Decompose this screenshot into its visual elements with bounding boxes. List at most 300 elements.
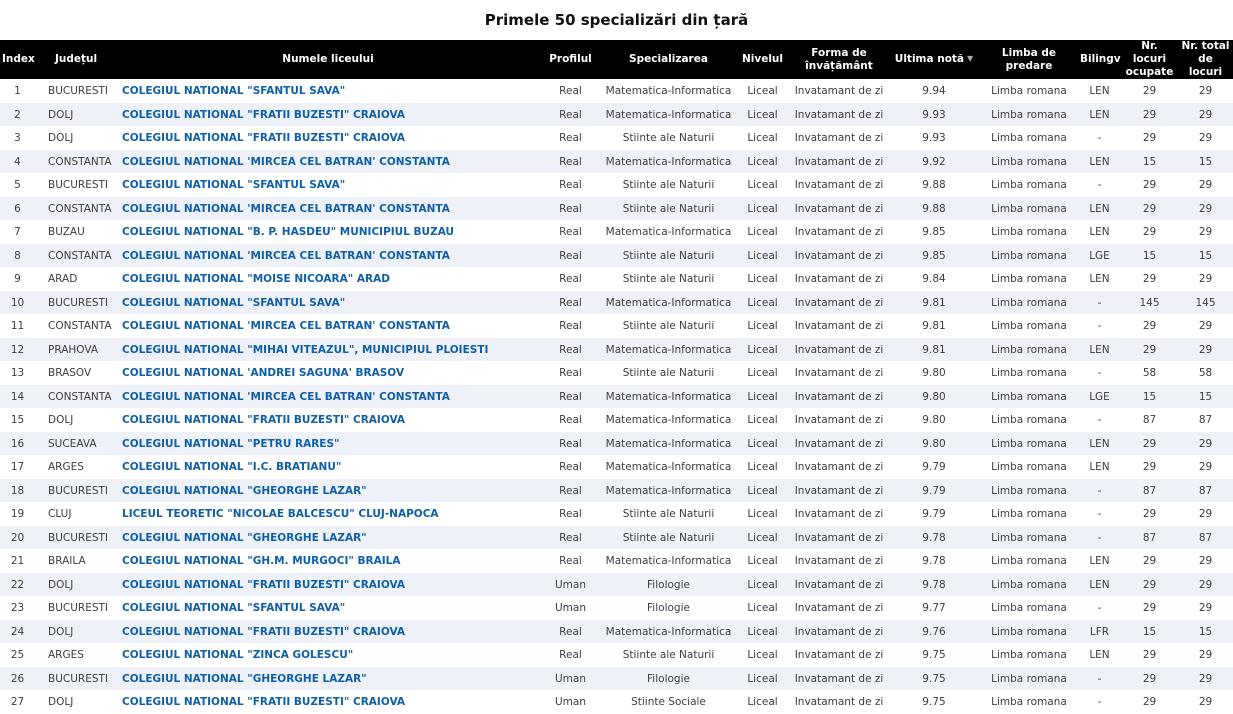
cell-ultima-nota: 9.80: [888, 361, 980, 385]
cell-total-locuri: 15: [1178, 620, 1233, 644]
page-title: Primele 50 specializări din țară: [484, 11, 749, 29]
cell-bilingv: -: [1078, 291, 1121, 315]
cell-total-locuri: 15: [1178, 385, 1233, 409]
cell-limba: Limba romana: [980, 455, 1078, 479]
table-row: [0, 596, 1233, 620]
table-row: [0, 126, 1233, 150]
cell-nivel: Liceal: [735, 502, 790, 526]
school-link[interactable]: COLEGIUL NATIONAL "FRATII BUZESTI" CRAIOVA: [122, 625, 405, 638]
cell-profil: Real: [539, 361, 602, 385]
school-link[interactable]: COLEGIUL NATIONAL "FRATII BUZESTI" CRAIOVA: [122, 132, 405, 145]
cell-nivel: Liceal: [735, 338, 790, 362]
cell-profil: Real: [539, 173, 602, 197]
cell-locuri-ocupate: 29: [1121, 220, 1178, 244]
table-row: [0, 338, 1233, 362]
school-link[interactable]: COLEGIUL NATIONAL "I.C. BRATIANU": [122, 461, 342, 474]
cell-nivel: Liceal: [735, 432, 790, 456]
cell-nivel: Liceal: [735, 126, 790, 150]
cell-judet: CLUJ: [35, 502, 117, 526]
cell-limba: Limba romana: [980, 620, 1078, 644]
table-row: [0, 479, 1233, 503]
col-header-forma[interactable]: Forma de învățământ: [790, 40, 888, 79]
col-header-judet[interactable]: Județul: [35, 40, 117, 79]
cell-limba: Limba romana: [980, 573, 1078, 597]
cell-bilingv: LEN: [1078, 455, 1121, 479]
cell-index: 25: [0, 643, 35, 667]
cell-bilingv: -: [1078, 314, 1121, 338]
table-row: [0, 667, 1233, 691]
school-link[interactable]: COLEGIUL NATIONAL "GHEORGHE LAZAR": [122, 484, 367, 497]
cell-limba: Limba romana: [980, 267, 1078, 291]
school-link[interactable]: COLEGIUL NATIONAL "MOISE NICOARA" ARAD: [122, 273, 390, 286]
cell-nume-liceu: [117, 361, 539, 385]
cell-bilingv: LEN: [1078, 432, 1121, 456]
cell-nivel: Liceal: [735, 150, 790, 174]
cell-nivel: Liceal: [735, 455, 790, 479]
cell-index: 3: [0, 126, 35, 150]
col-header-specializare[interactable]: Specializarea: [602, 40, 735, 79]
cell-ultima-nota: 9.78: [888, 526, 980, 550]
table-row: [0, 173, 1233, 197]
cell-limba: Limba romana: [980, 408, 1078, 432]
cell-locuri-ocupate: 15: [1121, 620, 1178, 644]
cell-index: 15: [0, 408, 35, 432]
cell-forma: Invatamant de zi: [790, 197, 888, 221]
cell-locuri-ocupate: 87: [1121, 479, 1178, 503]
school-link[interactable]: LICEUL TEORETIC "NICOLAE BALCESCU" CLUJ-NAPOCA: [122, 508, 439, 521]
cell-profil: Uman: [539, 573, 602, 597]
cell-judet: BUCURESTI: [35, 79, 117, 103]
cell-limba: Limba romana: [980, 361, 1078, 385]
cell-limba: Limba romana: [980, 150, 1078, 174]
cell-nume-liceu: [117, 244, 539, 268]
cell-forma: Invatamant de zi: [790, 549, 888, 573]
cell-total-locuri: 29: [1178, 173, 1233, 197]
cell-bilingv: LEN: [1078, 549, 1121, 573]
cell-total-locuri: 29: [1178, 267, 1233, 291]
cell-index: 11: [0, 314, 35, 338]
cell-judet: DOLJ: [35, 620, 117, 644]
cell-nivel: Liceal: [735, 643, 790, 667]
cell-judet: DOLJ: [35, 408, 117, 432]
cell-index: 12: [0, 338, 35, 362]
cell-forma: Invatamant de zi: [790, 432, 888, 456]
cell-index: 6: [0, 197, 35, 221]
cell-total-locuri: 58: [1178, 361, 1233, 385]
table-row: [0, 526, 1233, 550]
cell-limba: Limba romana: [980, 197, 1078, 221]
cell-ultima-nota: 9.80: [888, 385, 980, 409]
col-header-ultima-nota[interactable]: [888, 40, 980, 79]
cell-locuri-ocupate: 58: [1121, 361, 1178, 385]
cell-bilingv: -: [1078, 361, 1121, 385]
cell-nume-liceu: [117, 526, 539, 550]
cell-forma: Invatamant de zi: [790, 526, 888, 550]
cell-forma: Invatamant de zi: [790, 126, 888, 150]
cell-specializare: Stiinte ale Naturii: [602, 361, 735, 385]
school-link[interactable]: COLEGIUL NATIONAL "FRATII BUZESTI" CRAIOVA: [122, 108, 405, 121]
cell-ultima-nota: 9.85: [888, 244, 980, 268]
table-row: [0, 244, 1233, 268]
cell-locuri-ocupate: 29: [1121, 126, 1178, 150]
cell-nume-liceu: [117, 103, 539, 127]
cell-profil: Real: [539, 197, 602, 221]
cell-ultima-nota: 9.79: [888, 502, 980, 526]
cell-nume-liceu: [117, 573, 539, 597]
cell-nivel: Liceal: [735, 220, 790, 244]
cell-nivel: Liceal: [735, 314, 790, 338]
cell-nume-liceu: [117, 643, 539, 667]
cell-ultima-nota: 9.94: [888, 79, 980, 103]
cell-forma: Invatamant de zi: [790, 314, 888, 338]
cell-judet: ARGES: [35, 455, 117, 479]
cell-ultima-nota: 9.81: [888, 314, 980, 338]
cell-profil: Real: [539, 643, 602, 667]
cell-locuri-ocupate: 29: [1121, 596, 1178, 620]
cell-judet: CONSTANTA: [35, 197, 117, 221]
cell-index: 7: [0, 220, 35, 244]
cell-bilingv: LGE: [1078, 244, 1121, 268]
cell-nivel: Liceal: [735, 361, 790, 385]
cell-bilingv: LEN: [1078, 197, 1121, 221]
cell-locuri-ocupate: 29: [1121, 314, 1178, 338]
table-row: [0, 197, 1233, 221]
cell-specializare: Stiinte ale Naturii: [602, 643, 735, 667]
cell-total-locuri: 29: [1178, 220, 1233, 244]
cell-specializare: Matematica-Informatica: [602, 479, 735, 503]
cell-profil: Real: [539, 549, 602, 573]
cell-nivel: Liceal: [735, 173, 790, 197]
cell-specializare: Stiinte ale Naturii: [602, 244, 735, 268]
cell-forma: Invatamant de zi: [790, 408, 888, 432]
table-row: [0, 361, 1233, 385]
col-header-locuri-ocupate[interactable]: Nr. locuri ocupate: [1121, 40, 1178, 79]
table-row: [0, 103, 1233, 127]
cell-specializare: Filologie: [602, 573, 735, 597]
table-row: [0, 291, 1233, 315]
cell-total-locuri: 29: [1178, 103, 1233, 127]
cell-specializare: Stiinte ale Naturii: [602, 197, 735, 221]
cell-nume-liceu: [117, 220, 539, 244]
cell-limba: Limba romana: [980, 291, 1078, 315]
cell-forma: Invatamant de zi: [790, 173, 888, 197]
cell-locuri-ocupate: 29: [1121, 549, 1178, 573]
cell-total-locuri: 145: [1178, 291, 1233, 315]
cell-nume-liceu: [117, 267, 539, 291]
cell-bilingv: LEN: [1078, 338, 1121, 362]
cell-specializare: Stiinte ale Naturii: [602, 502, 735, 526]
cell-nivel: Liceal: [735, 408, 790, 432]
school-link[interactable]: COLEGIUL NATIONAL 'MIRCEA CEL BATRAN' CONSTANTA: [122, 249, 450, 262]
cell-ultima-nota: 9.79: [888, 455, 980, 479]
cell-total-locuri: 29: [1178, 690, 1233, 714]
school-link[interactable]: COLEGIUL NATIONAL 'MIRCEA CEL BATRAN' CONSTANTA: [122, 202, 450, 215]
cell-total-locuri: 87: [1178, 479, 1233, 503]
cell-judet: DOLJ: [35, 690, 117, 714]
cell-total-locuri: 29: [1178, 573, 1233, 597]
cell-nivel: Liceal: [735, 573, 790, 597]
cell-judet: CONSTANTA: [35, 314, 117, 338]
cell-nume-liceu: [117, 667, 539, 691]
cell-specializare: Matematica-Informatica: [602, 385, 735, 409]
cell-nume-liceu: [117, 432, 539, 456]
cell-limba: Limba romana: [980, 103, 1078, 127]
cell-index: 9: [0, 267, 35, 291]
sort-desc-icon: ▼: [967, 54, 974, 64]
school-link[interactable]: COLEGIUL NATIONAL "SFANTUL SAVA": [122, 296, 346, 309]
school-link[interactable]: COLEGIUL NATIONAL "FRATII BUZESTI" CRAIOVA: [122, 414, 405, 427]
cell-locuri-ocupate: 145: [1121, 291, 1178, 315]
cell-locuri-ocupate: 29: [1121, 103, 1178, 127]
cell-locuri-ocupate: 15: [1121, 150, 1178, 174]
cell-specializare: Stiinte ale Naturii: [602, 126, 735, 150]
cell-locuri-ocupate: 29: [1121, 79, 1178, 103]
table-row: [0, 150, 1233, 174]
cell-profil: Real: [539, 150, 602, 174]
table-row: [0, 79, 1233, 103]
cell-locuri-ocupate: 87: [1121, 408, 1178, 432]
cell-nivel: Liceal: [735, 549, 790, 573]
cell-index: 26: [0, 667, 35, 691]
cell-index: 21: [0, 549, 35, 573]
cell-bilingv: -: [1078, 126, 1121, 150]
cell-nume-liceu: [117, 126, 539, 150]
cell-profil: Uman: [539, 690, 602, 714]
cell-total-locuri: 29: [1178, 455, 1233, 479]
school-link[interactable]: COLEGIUL NATIONAL "SFANTUL SAVA": [122, 85, 346, 98]
cell-specializare: Stiinte ale Naturii: [602, 314, 735, 338]
cell-total-locuri: 87: [1178, 408, 1233, 432]
cell-locuri-ocupate: 29: [1121, 643, 1178, 667]
cell-judet: DOLJ: [35, 103, 117, 127]
cell-ultima-nota: 9.93: [888, 126, 980, 150]
cell-index: 13: [0, 361, 35, 385]
cell-ultima-nota: 9.79: [888, 479, 980, 503]
cell-nume-liceu: [117, 338, 539, 362]
cell-locuri-ocupate: 29: [1121, 432, 1178, 456]
cell-forma: Invatamant de zi: [790, 479, 888, 503]
cell-nume-liceu: [117, 197, 539, 221]
cell-total-locuri: 29: [1178, 549, 1233, 573]
col-header-limba[interactable]: Limba de predare: [980, 40, 1078, 79]
cell-limba: Limba romana: [980, 479, 1078, 503]
cell-forma: Invatamant de zi: [790, 361, 888, 385]
cell-specializare: Matematica-Informatica: [602, 338, 735, 362]
school-link[interactable]: COLEGIUL NATIONAL 'ANDREI SAGUNA' BRASOV: [122, 367, 405, 380]
table-row: [0, 267, 1233, 291]
cell-nivel: Liceal: [735, 385, 790, 409]
cell-specializare: Stiinte ale Naturii: [602, 267, 735, 291]
cell-ultima-nota: 9.77: [888, 596, 980, 620]
cell-judet: CONSTANTA: [35, 150, 117, 174]
cell-nivel: Liceal: [735, 103, 790, 127]
cell-index: 14: [0, 385, 35, 409]
school-link[interactable]: COLEGIUL NATIONAL "FRATII BUZESTI" CRAIOVA: [122, 578, 405, 591]
cell-specializare: Matematica-Informatica: [602, 291, 735, 315]
cell-index: 22: [0, 573, 35, 597]
cell-total-locuri: 29: [1178, 338, 1233, 362]
cell-forma: Invatamant de zi: [790, 291, 888, 315]
school-link[interactable]: COLEGIUL NATIONAL "SFANTUL SAVA": [122, 602, 346, 615]
cell-ultima-nota: 9.75: [888, 643, 980, 667]
cell-bilingv: -: [1078, 526, 1121, 550]
cell-ultima-nota: 9.80: [888, 408, 980, 432]
school-link[interactable]: COLEGIUL NATIONAL "GHEORGHE LAZAR": [122, 531, 367, 544]
cell-forma: Invatamant de zi: [790, 573, 888, 597]
cell-forma: Invatamant de zi: [790, 385, 888, 409]
table-row: [0, 455, 1233, 479]
cell-profil: Real: [539, 220, 602, 244]
cell-total-locuri: 29: [1178, 432, 1233, 456]
cell-nume-liceu: [117, 173, 539, 197]
cell-nivel: Liceal: [735, 197, 790, 221]
school-link[interactable]: COLEGIUL NATIONAL "GH.M. MURGOCI" BRAILA: [122, 555, 401, 568]
school-link[interactable]: COLEGIUL NATIONAL "MIHAI VITEAZUL", MUNICIPIUL PLOIESTI: [122, 343, 489, 356]
cell-locuri-ocupate: 29: [1121, 573, 1178, 597]
col-header-nivel[interactable]: Nivelul: [735, 40, 790, 79]
cell-limba: Limba romana: [980, 549, 1078, 573]
cell-specializare: Filologie: [602, 667, 735, 691]
cell-judet: ARGES: [35, 643, 117, 667]
school-link[interactable]: COLEGIUL NATIONAL "PETRU RARES": [122, 437, 340, 450]
school-link[interactable]: COLEGIUL NATIONAL 'MIRCEA CEL BATRAN' CONSTANTA: [122, 320, 450, 333]
cell-limba: Limba romana: [980, 173, 1078, 197]
cell-specializare: Matematica-Informatica: [602, 103, 735, 127]
cell-ultima-nota: 9.75: [888, 667, 980, 691]
cell-index: 19: [0, 502, 35, 526]
cell-ultima-nota: 9.92: [888, 150, 980, 174]
cell-index: 16: [0, 432, 35, 456]
cell-total-locuri: 29: [1178, 667, 1233, 691]
cell-forma: Invatamant de zi: [790, 103, 888, 127]
rankings-table-wrap: [0, 40, 1233, 709]
cell-specializare: Matematica-Informatica: [602, 620, 735, 644]
cell-ultima-nota: 9.81: [888, 291, 980, 315]
cell-limba: Limba romana: [980, 667, 1078, 691]
table-row: [0, 220, 1233, 244]
table-row: [0, 385, 1233, 409]
cell-profil: Real: [539, 502, 602, 526]
cell-locuri-ocupate: 29: [1121, 667, 1178, 691]
cell-forma: Invatamant de zi: [790, 267, 888, 291]
cell-limba: Limba romana: [980, 126, 1078, 150]
cell-forma: Invatamant de zi: [790, 220, 888, 244]
cell-nivel: Liceal: [735, 244, 790, 268]
cell-ultima-nota: 9.78: [888, 573, 980, 597]
cell-bilingv: LEN: [1078, 267, 1121, 291]
cell-index: 10: [0, 291, 35, 315]
cell-locuri-ocupate: 29: [1121, 455, 1178, 479]
school-link[interactable]: COLEGIUL NATIONAL "B. P. HASDEU" MUNICIPIUL BUZAU: [122, 226, 455, 239]
col-header-profil[interactable]: Profilul: [539, 40, 602, 79]
cell-specializare: Stiinte ale Naturii: [602, 173, 735, 197]
cell-profil: Real: [539, 620, 602, 644]
cell-profil: Real: [539, 244, 602, 268]
cell-profil: Real: [539, 314, 602, 338]
school-link[interactable]: COLEGIUL NATIONAL "ZINCA GOLESCU": [122, 649, 354, 662]
cell-total-locuri: 29: [1178, 79, 1233, 103]
cell-nume-liceu: [117, 596, 539, 620]
cell-index: 17: [0, 455, 35, 479]
cell-ultima-nota: 9.81: [888, 338, 980, 362]
table-row: [0, 549, 1233, 573]
cell-judet: BUCURESTI: [35, 479, 117, 503]
cell-profil: Real: [539, 338, 602, 362]
cell-limba: Limba romana: [980, 338, 1078, 362]
school-link[interactable]: COLEGIUL NATIONAL "SFANTUL SAVA": [122, 179, 346, 192]
school-link[interactable]: COLEGIUL NATIONAL "FRATII BUZESTI" CRAIOVA: [122, 696, 405, 709]
cell-limba: Limba romana: [980, 385, 1078, 409]
cell-profil: Real: [539, 408, 602, 432]
cell-nivel: Liceal: [735, 526, 790, 550]
cell-bilingv: LEN: [1078, 79, 1121, 103]
school-link[interactable]: COLEGIUL NATIONAL "GHEORGHE LAZAR": [122, 672, 367, 685]
table-header-row: [0, 40, 1233, 79]
cell-bilingv: -: [1078, 690, 1121, 714]
cell-limba: Limba romana: [980, 596, 1078, 620]
cell-specializare: Matematica-Informatica: [602, 408, 735, 432]
cell-forma: Invatamant de zi: [790, 79, 888, 103]
school-link[interactable]: COLEGIUL NATIONAL 'MIRCEA CEL BATRAN' CONSTANTA: [122, 390, 450, 403]
col-header-index[interactable]: Index: [0, 40, 35, 79]
table-row: [0, 408, 1233, 432]
cell-specializare: Stiinte ale Naturii: [602, 526, 735, 550]
cell-ultima-nota: 9.78: [888, 549, 980, 573]
col-header-bilingv[interactable]: Bilingv: [1078, 40, 1121, 79]
cell-index: 2: [0, 103, 35, 127]
cell-judet: BRASOV: [35, 361, 117, 385]
cell-profil: Real: [539, 103, 602, 127]
cell-limba: Limba romana: [980, 314, 1078, 338]
cell-bilingv: -: [1078, 502, 1121, 526]
cell-ultima-nota: 9.88: [888, 197, 980, 221]
cell-specializare: Filologie: [602, 596, 735, 620]
cell-bilingv: LEN: [1078, 103, 1121, 127]
cell-total-locuri: 29: [1178, 197, 1233, 221]
rankings-table: [0, 40, 1233, 714]
cell-forma: Invatamant de zi: [790, 690, 888, 714]
cell-judet: PRAHOVA: [35, 338, 117, 362]
cell-bilingv: LEN: [1078, 220, 1121, 244]
cell-index: 27: [0, 690, 35, 714]
cell-index: 4: [0, 150, 35, 174]
cell-index: 18: [0, 479, 35, 503]
cell-nivel: Liceal: [735, 479, 790, 503]
col-header-total-locuri[interactable]: Nr. total de locuri: [1178, 40, 1233, 79]
school-link[interactable]: COLEGIUL NATIONAL 'MIRCEA CEL BATRAN' CONSTANTA: [122, 155, 450, 168]
cell-total-locuri: 29: [1178, 596, 1233, 620]
cell-limba: Limba romana: [980, 432, 1078, 456]
cell-profil: Real: [539, 79, 602, 103]
cell-nivel: Liceal: [735, 596, 790, 620]
cell-profil: Real: [539, 126, 602, 150]
cell-nume-liceu: [117, 79, 539, 103]
col-header-nume-liceu[interactable]: Numele liceului: [117, 40, 539, 79]
cell-forma: Invatamant de zi: [790, 502, 888, 526]
cell-total-locuri: 29: [1178, 643, 1233, 667]
cell-locuri-ocupate: 87: [1121, 526, 1178, 550]
cell-nivel: Liceal: [735, 291, 790, 315]
cell-ultima-nota: 9.84: [888, 267, 980, 291]
cell-profil: Real: [539, 432, 602, 456]
cell-judet: DOLJ: [35, 573, 117, 597]
cell-nume-liceu: [117, 291, 539, 315]
cell-nume-liceu: [117, 479, 539, 503]
cell-judet: BRAILA: [35, 549, 117, 573]
cell-limba: Limba romana: [980, 220, 1078, 244]
cell-bilingv: LFR: [1078, 620, 1121, 644]
cell-judet: BUCURESTI: [35, 526, 117, 550]
